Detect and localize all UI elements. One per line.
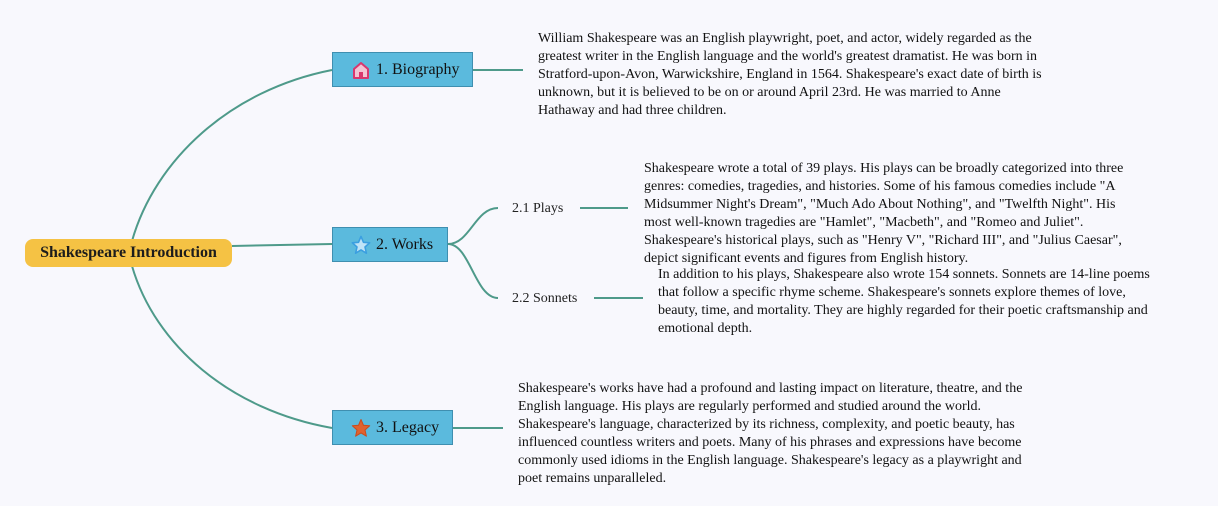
topic-legacy[interactable]	[332, 410, 453, 445]
home-icon	[351, 60, 371, 80]
topic-works[interactable]	[332, 227, 448, 262]
subtopic-plays-label: 2.1 Plays	[512, 201, 564, 216]
topic-legacy-label: 3. Legacy	[376, 418, 440, 436]
note-biography: William Shakespeare was an English playwright, poet, and actor, widely regarded as the greatest writer in the English language and the world's greatest dramatist. He was born in Stratford-upon-Avon, Warwickshire, England in 1564. Shakespeare's exact date of birth is unknown, but it is believed to be on or around April 23rd. He was married to Anne Hathaway and had three children.	[538, 31, 1042, 118]
note-legacy: Shakespeare's works have had a profound and lasting impact on literature, theatre, and the English language. His plays are regularly performed and studied around the world. Shakespeare's language, characterized by its richness, complexity, and poetic beauty, has influenced countless writers and poets. Many of his phrases and expressions have become commonly used idioms in the English language. Shakespeare's legacy as a playwright and poet remains unparalleled.	[518, 381, 1023, 486]
subtopic-sonnets[interactable]	[512, 290, 577, 308]
star-outline-icon	[351, 235, 371, 255]
note-sonnets: In addition to his plays, Shakespeare also wrote 154 sonnets. Sonnets are 14-line poems that follow a specific rhyme scheme. Shakespeare's sonnets explore themes of love, beauty, time, and mortality. They are highly regarded for their poetic craftsmanship and emotional depth.	[658, 267, 1150, 336]
connector-works-plays	[448, 208, 498, 244]
connector-root-biography	[132, 70, 332, 241]
topic-biography-label: 1. Biography	[376, 60, 460, 78]
note-plays: Shakespeare wrote a total of 39 plays. His plays can be broadly categorized into three genres: comedies, tragedies, and histories. Some of his famous comedies include "A Midsummer Night's Dream", "Much Ado About Nothing", and "Twelfth Night". His most well-known tragedies are "Hamlet", "Macbeth", and "Romeo and Juliet". Shakespeare's historical plays, such as "Henry V", "Richard III", and "Julius Caesar", depict significant events and figures from English history.	[644, 161, 1124, 266]
star-filled-icon	[351, 418, 371, 438]
topic-biography[interactable]	[332, 52, 473, 87]
connector-root-legacy	[132, 266, 332, 428]
subtopic-sonnets-label: 2.2 Sonnets	[512, 291, 578, 306]
topic-works-label: 2. Works	[376, 235, 434, 253]
root-label: Shakespeare Introduction	[40, 244, 217, 261]
root-node[interactable]	[25, 239, 232, 267]
connector-works-sonnets	[448, 244, 498, 298]
connector-root-works	[232, 244, 332, 246]
subtopic-plays[interactable]	[512, 200, 563, 218]
